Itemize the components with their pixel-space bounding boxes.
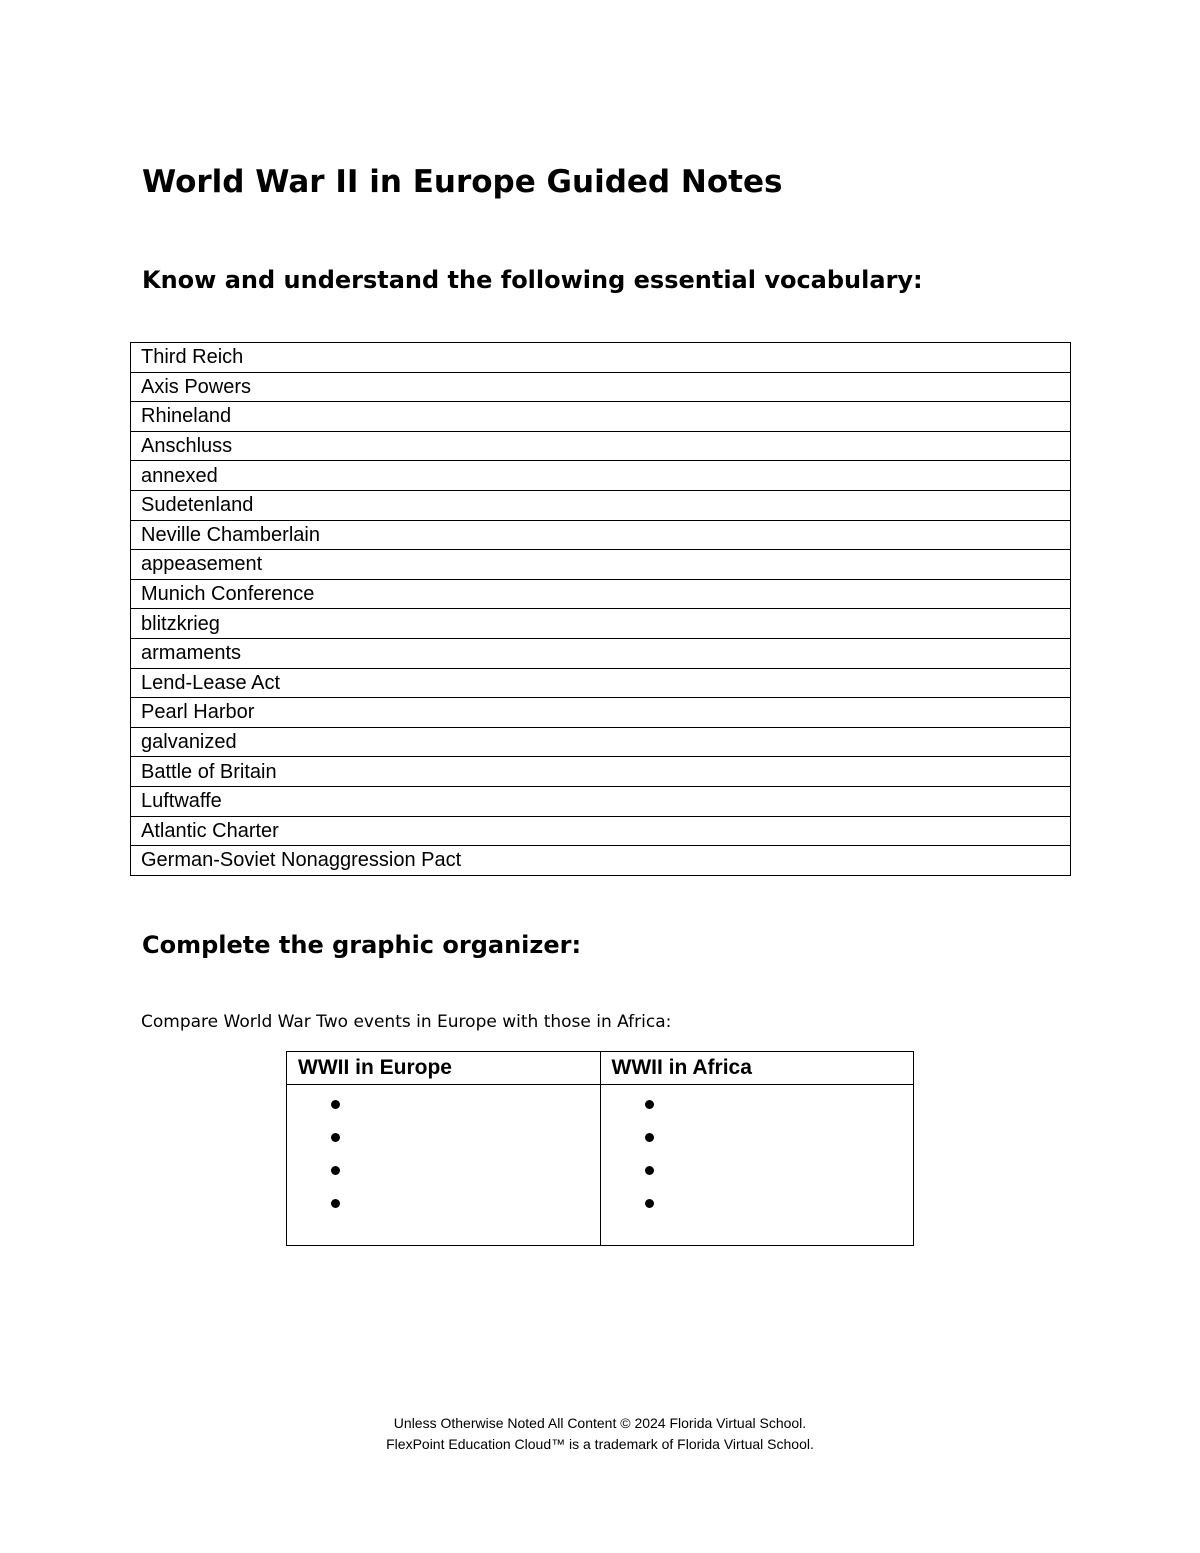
list-item bbox=[645, 1159, 914, 1192]
bullet-icon bbox=[331, 1100, 340, 1109]
vocabulary-term: Sudetenland bbox=[131, 490, 1071, 520]
table-row bbox=[131, 431, 1071, 461]
table-row bbox=[131, 461, 1071, 491]
vocabulary-heading: Know and understand the following essential vocabulary: bbox=[142, 266, 923, 294]
europe-bullet-list bbox=[287, 1085, 600, 1225]
bullet-icon bbox=[331, 1166, 340, 1175]
table-row bbox=[131, 372, 1071, 402]
list-item bbox=[331, 1192, 600, 1225]
vocabulary-term: Rhineland bbox=[131, 402, 1071, 432]
bullet-icon bbox=[645, 1166, 654, 1175]
vocabulary-term: armaments bbox=[131, 638, 1071, 668]
table-row bbox=[131, 816, 1071, 846]
table-row bbox=[131, 846, 1071, 876]
footer bbox=[0, 1413, 1200, 1455]
europe-answer-cell[interactable] bbox=[287, 1085, 601, 1246]
table-row bbox=[131, 727, 1071, 757]
vocabulary-term: Battle of Britain bbox=[131, 757, 1071, 787]
table-row bbox=[131, 402, 1071, 432]
vocabulary-term: Lend-Lease Act bbox=[131, 668, 1071, 698]
vocabulary-term: Anschluss bbox=[131, 431, 1071, 461]
footer-trademark: FlexPoint Education Cloud™ is a trademark of Florida Virtual School. bbox=[386, 1436, 814, 1452]
bullet-icon bbox=[645, 1199, 654, 1208]
vocabulary-term: blitzkrieg bbox=[131, 609, 1071, 639]
compare-prompt: Compare World War Two events in Europe with those in Africa: bbox=[141, 1012, 672, 1032]
bullet-icon bbox=[645, 1133, 654, 1142]
vocabulary-term: galvanized bbox=[131, 727, 1071, 757]
table-row bbox=[131, 786, 1071, 816]
table-row bbox=[131, 550, 1071, 580]
footer-copyright: Unless Otherwise Noted All Content © 2024 Florida Virtual School. bbox=[393, 1415, 807, 1431]
table-row bbox=[131, 638, 1071, 668]
list-item bbox=[331, 1126, 600, 1159]
organizer-heading: Complete the graphic organizer: bbox=[142, 931, 582, 959]
vocabulary-term: Luftwaffe bbox=[131, 786, 1071, 816]
vocabulary-table bbox=[130, 342, 1071, 876]
organizer-body-row bbox=[287, 1085, 914, 1246]
table-row bbox=[131, 668, 1071, 698]
vocabulary-term: Pearl Harbor bbox=[131, 698, 1071, 728]
page-title: World War II in Europe Guided Notes bbox=[142, 164, 783, 200]
bullet-icon bbox=[331, 1199, 340, 1208]
list-item bbox=[645, 1192, 914, 1225]
africa-bullet-list bbox=[601, 1085, 914, 1225]
bullet-icon bbox=[331, 1133, 340, 1142]
list-item bbox=[331, 1159, 600, 1192]
bullet-icon bbox=[645, 1100, 654, 1109]
vocabulary-term: Third Reich bbox=[131, 343, 1071, 373]
table-row bbox=[131, 757, 1071, 787]
africa-column-header: WWII in Africa bbox=[600, 1052, 914, 1085]
vocabulary-term: annexed bbox=[131, 461, 1071, 491]
vocabulary-term: Munich Conference bbox=[131, 579, 1071, 609]
vocabulary-term: German-Soviet Nonaggression Pact bbox=[131, 846, 1071, 876]
vocabulary-term: Neville Chamberlain bbox=[131, 520, 1071, 550]
vocabulary-term: Axis Powers bbox=[131, 372, 1071, 402]
list-item bbox=[645, 1093, 914, 1126]
table-row bbox=[131, 609, 1071, 639]
table-row bbox=[131, 579, 1071, 609]
table-row bbox=[131, 343, 1071, 373]
list-item bbox=[645, 1126, 914, 1159]
table-row bbox=[131, 520, 1071, 550]
organizer-header-row bbox=[287, 1052, 914, 1085]
vocabulary-term: Atlantic Charter bbox=[131, 816, 1071, 846]
europe-column-header: WWII in Europe bbox=[287, 1052, 601, 1085]
table-row bbox=[131, 698, 1071, 728]
vocabulary-term: appeasement bbox=[131, 550, 1071, 580]
africa-answer-cell[interactable] bbox=[600, 1085, 914, 1246]
table-row bbox=[131, 490, 1071, 520]
list-item bbox=[331, 1093, 600, 1126]
graphic-organizer-table bbox=[286, 1051, 914, 1246]
